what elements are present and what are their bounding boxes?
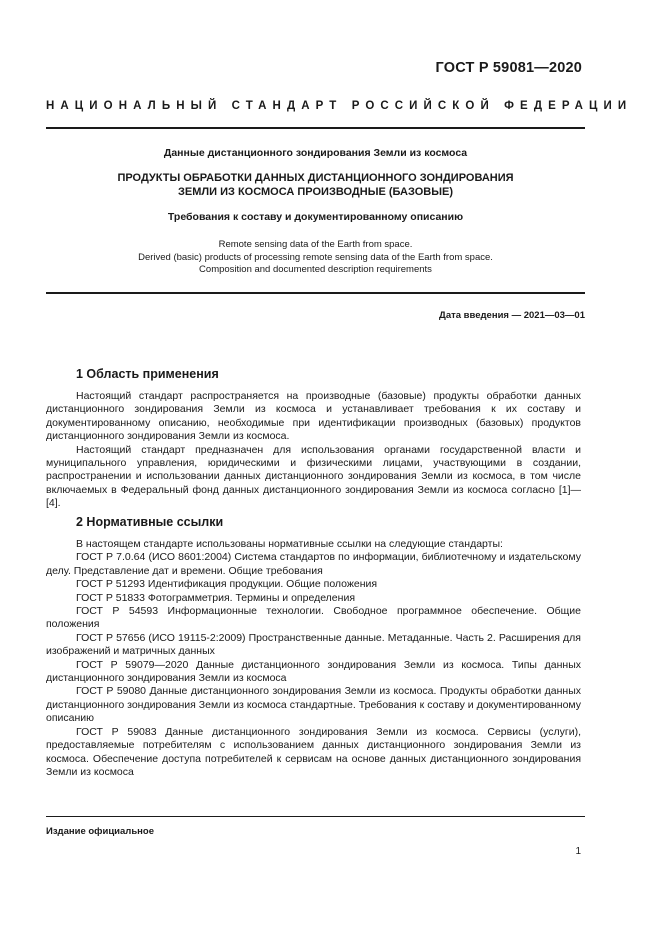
- section-1-heading: 1 Область применения: [76, 367, 219, 381]
- document-title-line-1: ПРОДУКТЫ ОБРАБОТКИ ДАННЫХ ДИСТАНЦИОННОГО ЗОНДИРОВАНИЯ: [117, 172, 514, 184]
- reference-item: ГОСТ Р 59080 Данные дистанционного зондирования Земли из космоса. Продукты обработки данных дистанционного зондирования Земли из космоса стандартные. Требования к составу и документированному описанию: [46, 685, 581, 725]
- section-2-body: [46, 538, 581, 779]
- document-title-line-2: ЗЕМЛИ ИЗ КОСМОСА ПРОИЗВОДНЫЕ (БАЗОВЫЕ): [178, 186, 453, 198]
- title-subtitle: Данные дистанционного зондирования Земли из космоса: [163, 147, 468, 159]
- paragraph: Настоящий стандарт распространяется на производные (базовые) продукты обработки данных дистанционного зондирования Земли из космоса и устанавливает требования к их составу и документированному описанию, необходимые при идентификации производных (базовых) продуктов дистанционного зондирования Земли из космоса.: [46, 390, 581, 443]
- document-title: [46, 171, 585, 199]
- reference-item: ГОСТ Р 51833 Фотограмметрия. Термины и определения: [76, 591, 355, 604]
- middle-divider: [46, 292, 585, 294]
- footer-divider: [46, 816, 585, 817]
- reference-item: ГОСТ Р 59083 Данные дистанционного зондирования Земли из космоса. Сервисы (услуги), предоставляемые потребителям с использованием данных дистанционного зондирования Земли из космоса. Обеспечение доступа потребителей к сервисам на основе данных дистанционного зондирования Земли из космоса: [46, 725, 581, 778]
- reference-item: ГОСТ Р 54593 Информационные технологии. Свободное программное обеспечение. Общие положения: [46, 605, 581, 631]
- document-code: ГОСТ Р 59081—2020: [435, 60, 582, 76]
- top-divider: [46, 127, 585, 129]
- national-standard-label: НАЦИОНАЛЬНЫЙ СТАНДАРТ РОССИЙСКОЙ ФЕДЕРАЦИИ: [46, 100, 633, 112]
- english-title-line-3: Composition and documented description requirements: [199, 264, 432, 275]
- english-title: [46, 239, 585, 277]
- paragraph: В настоящем стандарте использованы нормативные ссылки на следующие стандарты:: [76, 538, 503, 550]
- title-requirements: Требования к составу и документированному описанию: [167, 211, 464, 223]
- reference-item: ГОСТ Р 51293 Идентификация продукции. Общие положения: [76, 578, 378, 591]
- introduction-date: Дата введения — 2021—03—01: [439, 310, 585, 321]
- reference-item: ГОСТ Р 57656 (ИСО 19115-2:2009) Пространственные данные. Метаданные. Часть 2. Расширения для изображений и матричных данных: [46, 631, 581, 658]
- english-title-line-2: Derived (basic) products of processing remote sensing data of the Earth from space.: [138, 251, 493, 263]
- section-1-body: [46, 390, 581, 511]
- section-2-heading: 2 Нормативные ссылки: [76, 515, 224, 529]
- page-number: 1: [575, 846, 581, 857]
- english-title-line-1: Remote sensing data of the Earth from space.: [218, 239, 413, 250]
- edition-label: Издание официальное: [46, 826, 154, 837]
- reference-item: ГОСТ Р 59079—2020 Данные дистанционного зондирования Земли из космоса. Типы данных дистанционного зондирования Земли из космоса: [46, 658, 581, 685]
- paragraph: Настоящий стандарт предназначен для использования органами государственной власти и муниципального управления, юридическими и физическими лицами, участвующими в создании, распространении и использовании данных дистанционного зондирования Земли из космоса, в том числе включаемых в Федеральный фонд данных дистанционного зондирования Земли из космоса согласно [1]—[4].: [46, 443, 581, 510]
- reference-item: ГОСТ Р 7.0.64 (ИСО 8601:2004) Система стандартов по информации, библиотечному и издательскому делу. Представление дат и времени. Общие требования: [46, 551, 581, 577]
